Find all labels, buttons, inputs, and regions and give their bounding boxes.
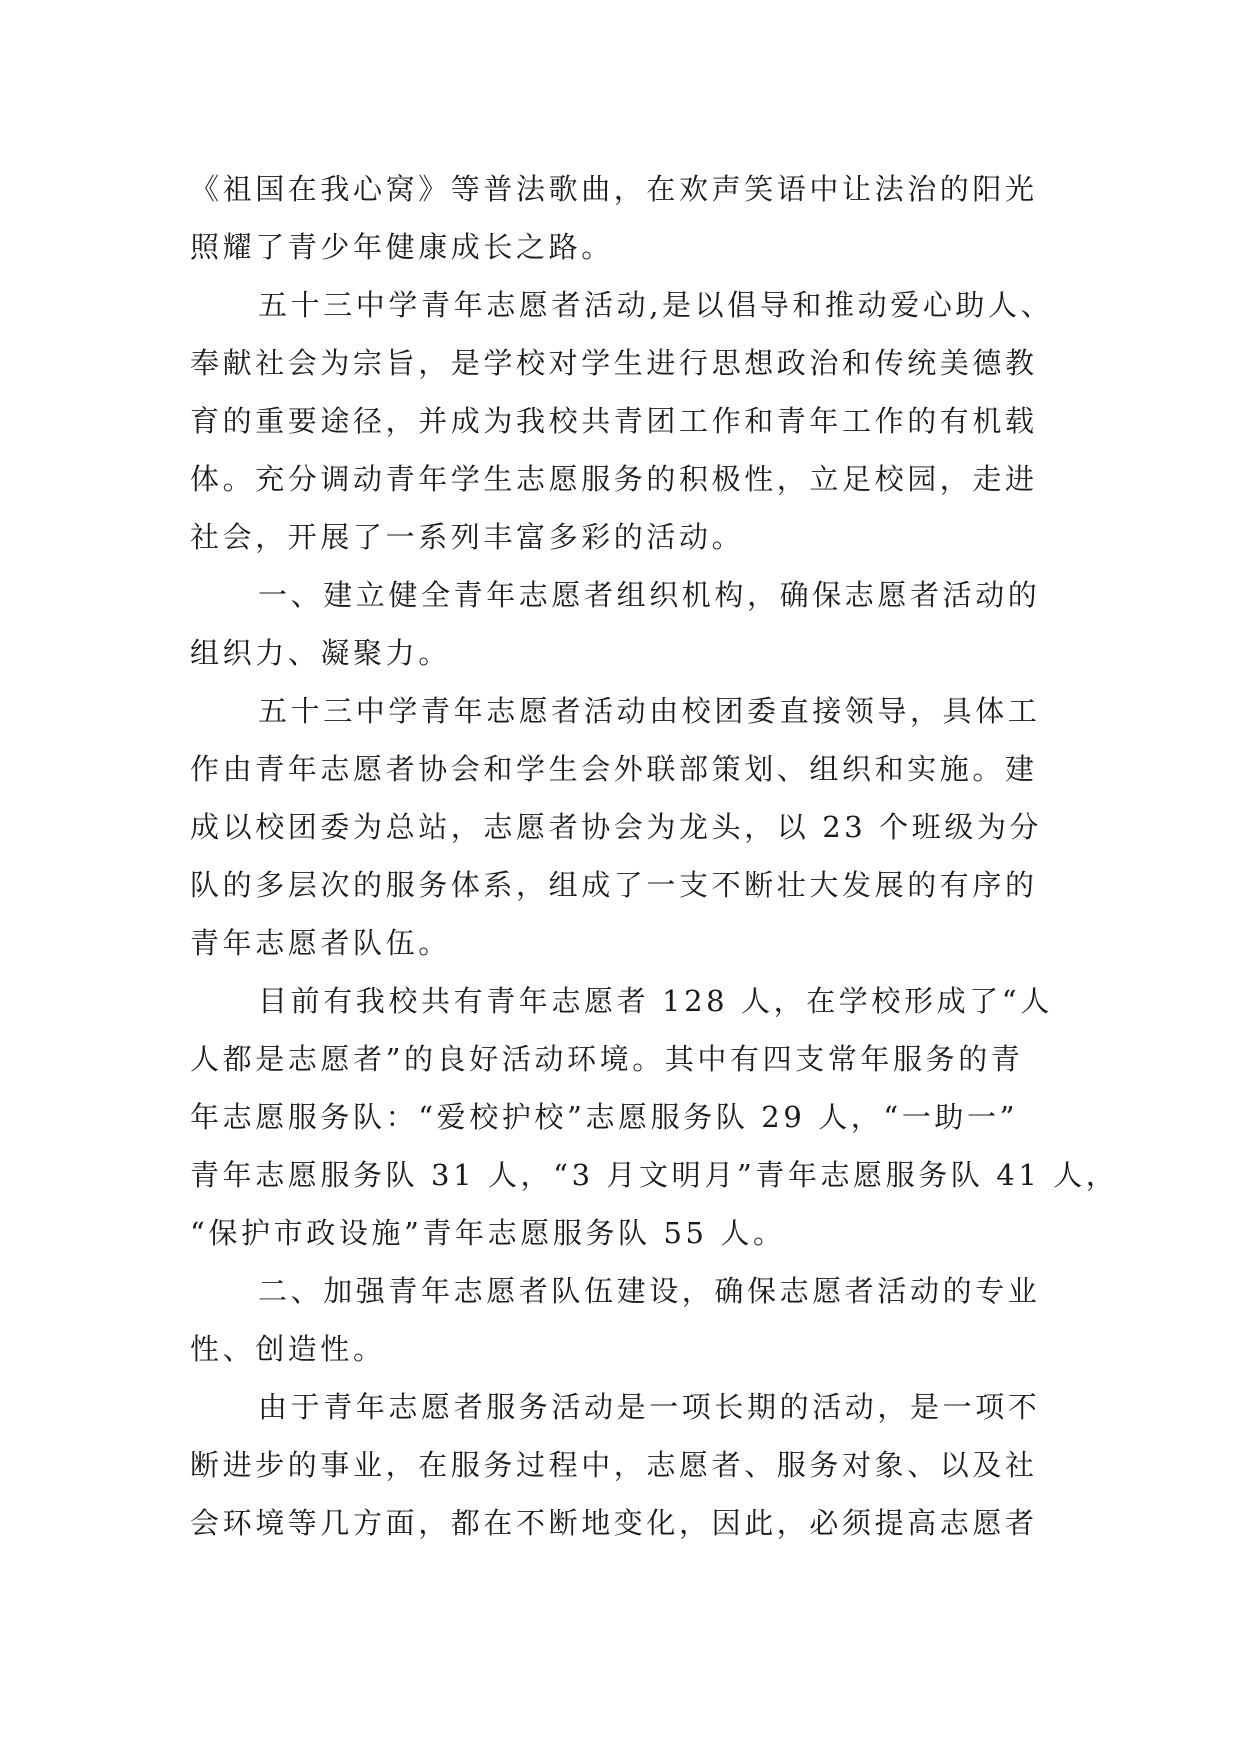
- text-line: 五十三中学青年志愿者活动,是以倡导和推动爱心助人、: [258, 288, 1054, 322]
- text-line: 队的多层次的服务体系，组成了一支不断壮大发展的有序的: [190, 868, 1038, 902]
- text-line: 作由青年志愿者协会和学生会外联部策划、组织和实施。建: [190, 752, 1038, 786]
- section-heading-1-cont: 组织力、凝聚力。: [190, 636, 451, 670]
- text-line: 成以校团委为总站，志愿者协会为龙头，以 23 个班级为分: [190, 810, 1043, 844]
- section-heading-2-cont: 性、创造性。: [190, 1332, 386, 1366]
- text-line: 社会，开展了一系列丰富多彩的活动。: [190, 520, 745, 554]
- text-line: 青年志愿服务队 31 人，“3 月文明月”青年志愿服务队 41 人，: [190, 1158, 1119, 1192]
- text-line: 照耀了青少年健康成长之路。: [190, 230, 614, 264]
- text-line: 年志愿服务队：“爱校护校”志愿服务队 29 人，“一助一”: [190, 1100, 1019, 1134]
- text-line: 青年志愿者队伍。: [190, 926, 451, 960]
- text-line: 体。充分调动青年学生志愿服务的积极性，立足校园，走进: [190, 462, 1038, 496]
- text-line: 《祖国在我心窝》等普法歌曲，在欢声笑语中让法治的阳光: [190, 172, 1038, 206]
- text-line: 断进步的事业，在服务过程中，志愿者、服务对象、以及社: [190, 1448, 1038, 1482]
- section-heading-2: 二、加强青年志愿者队伍建设，确保志愿者活动的专业: [258, 1274, 1041, 1308]
- text-line: “保护市政设施”青年志愿服务队 55 人。: [190, 1216, 786, 1250]
- text-line: 会环境等几方面，都在不断地变化，因此，必须提高志愿者: [190, 1506, 1038, 1540]
- text-line: 育的重要途径，并成为我校共青团工作和青年工作的有机载: [190, 404, 1038, 438]
- section-heading-1: 一、建立健全青年志愿者组织机构，确保志愿者活动的: [258, 578, 1041, 612]
- text-line: 五十三中学青年志愿者活动由校团委直接领导，具体工: [258, 694, 1041, 728]
- text-line: 目前有我校共有青年志愿者 128 人，在学校形成了“人: [258, 984, 1053, 1018]
- body-text: [190, 160, 1119, 1552]
- text-line: 奉献社会为宗旨，是学校对学生进行思想政治和传统美德教: [190, 346, 1038, 380]
- text-line: 人都是志愿者”的良好活动环境。其中有四支常年服务的青: [190, 1042, 1024, 1076]
- text-line: 由于青年志愿者服务活动是一项长期的活动，是一项不: [258, 1390, 1041, 1424]
